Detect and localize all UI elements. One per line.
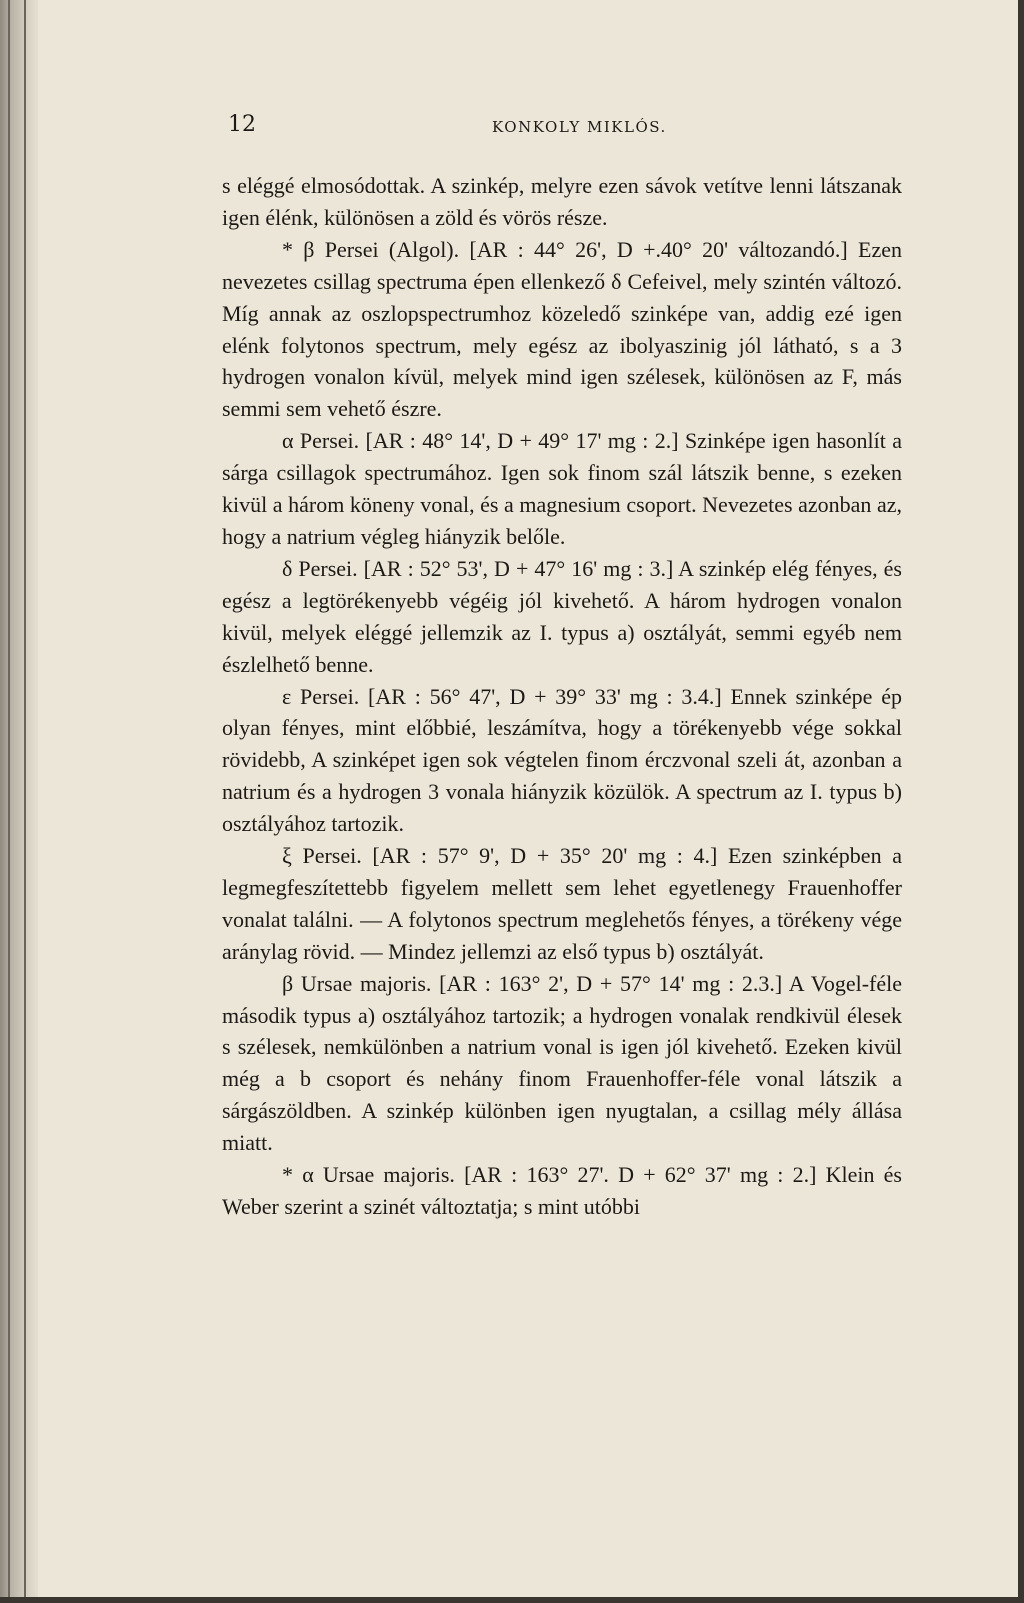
- paragraph: ξ Persei. [AR : 57° 9', D + 35° 20' mg : 4.] Ezen szinképben a legmegfeszítettebb figyelem mellett sem lehet egyetlenegy Frauenhoffer vonalat találni. — A folytonos spectrum meglehetős fényes, a törékeny vége aránylag rövid. — Mindez jellemzi az első typus b) osztályát.: [222, 843, 902, 964]
- gutter-line: [8, 0, 10, 1603]
- page-number: 12: [228, 112, 256, 137]
- paragraph: * β Persei (Algol). [AR : 44° 26', D +.40° 20' változandó.] Ezen nevezetes csillag spectruma épen ellenkező δ Cefeivel, mely szintén változó. Míg annak az oszlopspectrumhoz közeledő szinképe van, addig ezé igen elénk folytonos spectrum, mely egész az ibolyaszinig jól látható, s a 3 hydrogen vonalon kívül, melyek mind igen szélesek, különösen az F, más semmi sem vehető észre.: [222, 236, 902, 422]
- paragraph: β Ursae majoris. [AR : 163° 2', D + 57° 14' mg : 2.3.] A Vogel-féle második typus a) osztályához tartozik; a hydrogen vonalak rendkivül élesek s szélesek, nemkülönben a natrium vonal is igen jól kivehető. Ezeken kivül még a b csoport és nehány finom Frauenhoffer-féle vonal látszik a sárgászöldben. A szinkép különben igen nyugtalan, a csillag mély állása miatt.: [222, 970, 902, 1156]
- paragraph: δ Persei. [AR : 52° 53', D + 47° 16' mg : 3.] A szinkép elég fényes, és egész a legtörékenyebb végéig jól kivehető. A három hydrogen vonalon kivül, melyek eléggé jellemzik az I. typus a) osztályát, semmi egyéb nem észlelhető benne.: [222, 555, 902, 677]
- gutter-line: [24, 0, 26, 1603]
- running-head: KONKOLY MIKLÓS.: [492, 118, 667, 136]
- paragraph: ε Persei. [AR : 56° 47', D + 39° 33' mg : 3.4.] Ennek szinképe ép olyan fényes, mint előbbié, leszámítva, hogy a törékenyebb vége sokkal rövidebb, A szinképet igen sok végtelen finom érczvonal szeli át, azonban a natrium és a hydrogen 3 vonala hiányzik közülök. A spectrum az I. typus b) osztályához tartozik.: [222, 683, 902, 837]
- page-edge-bottom: [0, 1597, 1024, 1603]
- paragraph: α Persei. [AR : 48° 14', D + 49° 17' mg : 2.] Szinképe igen hasonlít a sárga csillagok spectrumához. Igen sok finom szál látszik benne, s ezeken kivül a három köneny vonal, és a magnesium csoport. Nevezetes azonban az, hogy a natrium végleg hiányzik belőle.: [222, 428, 902, 549]
- paragraph: s eléggé elmosódottak. A szinkép, melyre ezen sávok vetítve lenni látszanak igen élénk, különösen a zöld és vörös része.: [222, 173, 902, 230]
- binding-gutter: [0, 0, 38, 1603]
- body-text: [222, 170, 902, 1223]
- page-edge-right: [1018, 0, 1024, 1603]
- page-header: [222, 110, 902, 140]
- paragraph: * α Ursae majoris. [AR : 163° 27'. D + 62° 37' mg : 2.] Klein és Weber szerint a szinét változtatja; s mint utóbbi: [222, 1162, 902, 1219]
